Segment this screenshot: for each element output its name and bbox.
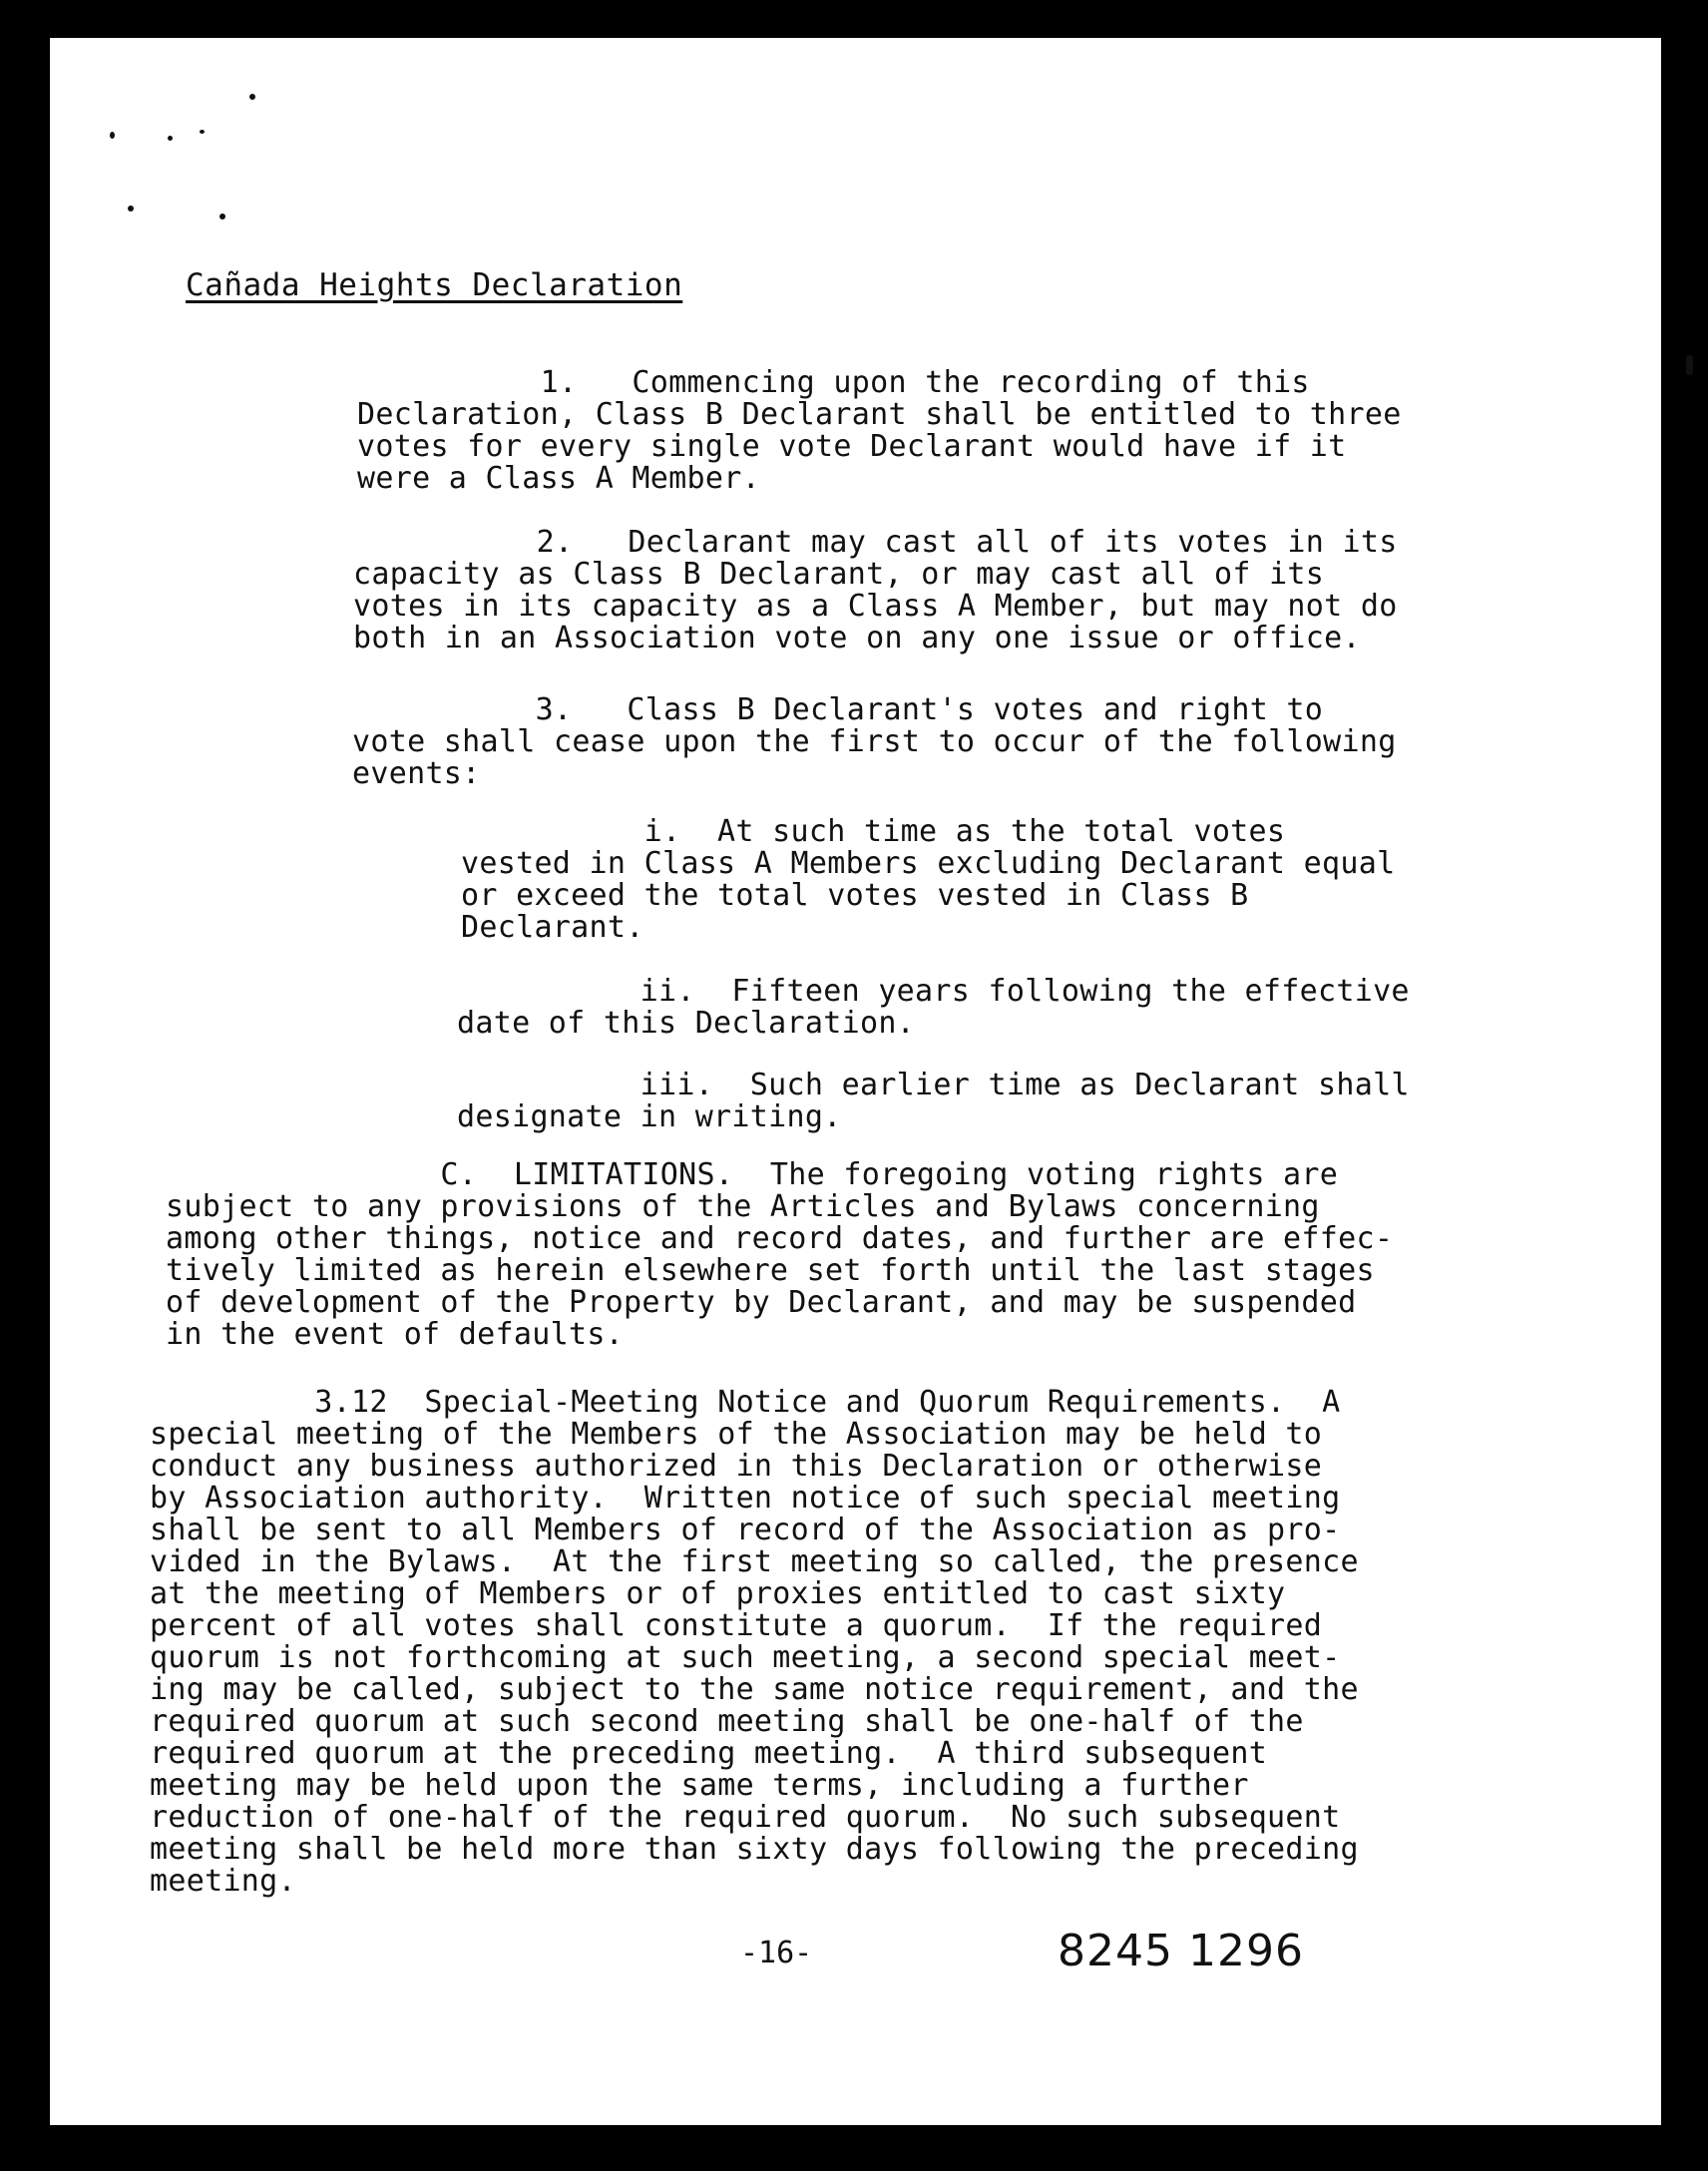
scan-speck xyxy=(200,130,205,134)
limitations-section: C. LIMITATIONS. The foregoing voting rights are subject to any provisions of the Articles and Bylaws concerning among other things, notice and record dates, and further are effec- tively limited as herein elsewhere set forth until the last stages of development of the Property by Declarant, and may be suspended in the event of defaults. xyxy=(166,1157,1394,1352)
sub-item-ii: ii. Fifteen years following the effective date of this Declaration. xyxy=(457,974,1410,1041)
document-code: 8245 1296 xyxy=(1058,1926,1304,1976)
paragraph-3: 3. Class B Declarant's votes and right to vote shall cease upon the first to occur of the following events: xyxy=(352,692,1397,791)
scan-speck xyxy=(1686,355,1693,375)
scan-speck xyxy=(249,94,255,100)
paragraph-1: 1. Commencing upon the recording of this Declaration, Class B Declarant shall be entitled to three votes for every single vote Declarant would have if it were a Class A Member. xyxy=(357,365,1402,496)
scan-speck xyxy=(110,132,115,139)
document-title: Cañada Heights Declaration xyxy=(186,267,683,303)
scan-speck xyxy=(168,136,173,141)
scan-speck xyxy=(128,206,134,212)
scan-speck xyxy=(219,214,225,219)
sub-item-i: i. At such time as the total votes vested in Class A Members excluding Declarant equal or exceed the total votes vested in Class B Declarant. xyxy=(461,814,1396,945)
sub-item-iii: iii. Such earlier time as Declarant shall designate in writing. xyxy=(457,1068,1410,1134)
section-3-12: 3.12 Special-Meeting Notice and Quorum Requirements. A special meeting of the Members of the Association may be held to conduct any business authorized in this Declaration or otherwise by Association authority. Written notice of such special meeting shall be sent to all Members of record of the Association as pro- vided in the Bylaws. At the first meeting so called, the presence at the meeting of Members or of proxies entitled to cast sixty percent of all votes shall constitute a quorum. If the required quorum is not forthcoming at such meeting, a second special meet- ing may be called, subject to the same notice requirement, and the required quorum at such second meeting shall be one-half of the required quorum at the preceding meeting. A third subsequent meeting may be held upon the same terms, including a further reduction of one-half of the required quorum. No such subsequent meeting shall be held more than sixty days following the preceding meeting. xyxy=(150,1385,1359,1899)
page-number: -16- xyxy=(740,1936,813,1970)
paragraph-2: 2. Declarant may cast all of its votes in its capacity as Class B Declarant, or may cast all of its votes in its capacity as a Class A Member, but may not do both in an Association vote on any one issue or office. xyxy=(353,525,1398,655)
